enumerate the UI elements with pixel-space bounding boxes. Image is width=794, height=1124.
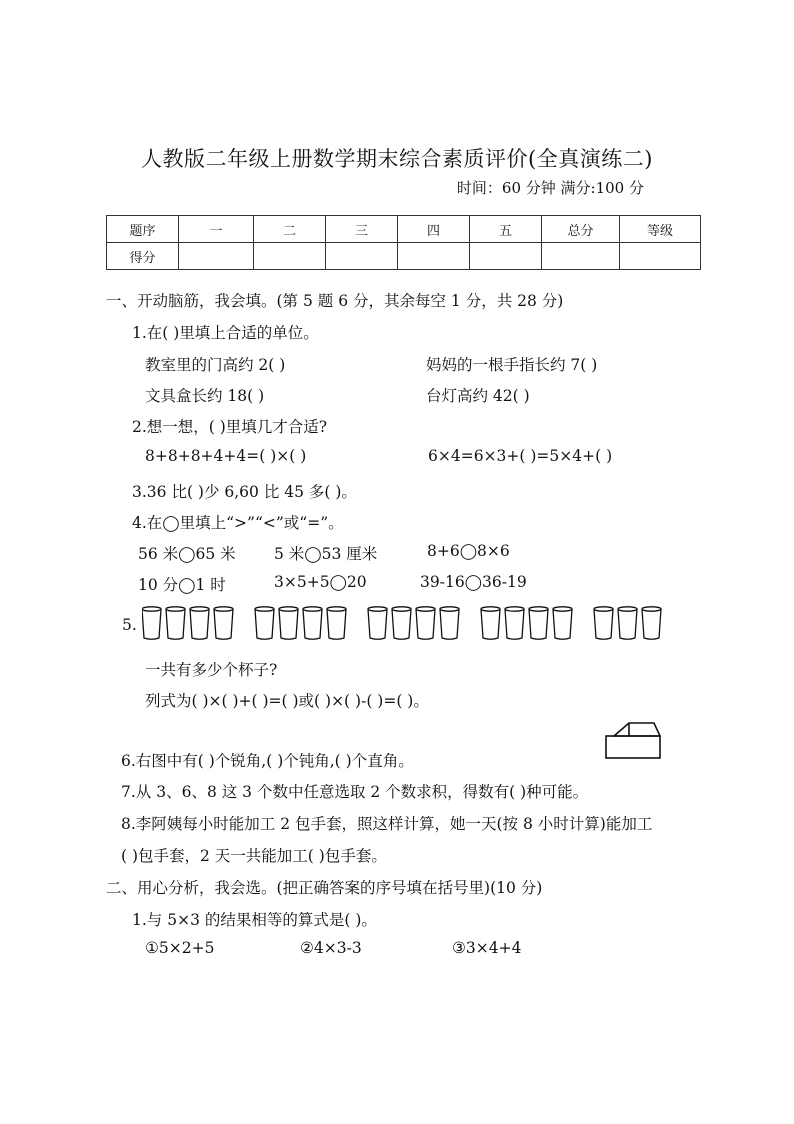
cup-icon-body bbox=[255, 609, 274, 639]
cup-icon-body bbox=[440, 609, 459, 639]
cup-icon-body bbox=[594, 609, 613, 639]
cup-icon bbox=[440, 607, 459, 611]
q8-line2: ( )包手套，2 天一共能加工( )包手套。 bbox=[121, 847, 387, 865]
cup-icon-body bbox=[553, 609, 572, 639]
q1-stem: 1.在( )里填上合适的单位。 bbox=[132, 324, 319, 342]
section2-heading: 二、用心分析，我会选。(把正确答案的序号填在括号里)(10 分) bbox=[106, 879, 543, 897]
cup-icon bbox=[142, 607, 161, 611]
s2-q1-option-c: ③3×4+4 bbox=[452, 939, 522, 957]
cup-icon bbox=[368, 607, 387, 611]
score-cell[interactable] bbox=[542, 243, 620, 270]
cup-icon-body bbox=[279, 609, 298, 639]
s2-q1-stem: 1.与 5×3 的结果相等的算式是( )。 bbox=[132, 911, 377, 929]
q4-item-d: 10 分◯1 时 bbox=[138, 576, 226, 594]
q2-item-b: 6×4=6×3+( )=5×4+( ) bbox=[428, 447, 613, 465]
q5-formula: 列式为( )×( )+( )=( )或( )×( )-( )=( )。 bbox=[145, 692, 429, 710]
cup-icon bbox=[553, 607, 572, 611]
house-shape-figure bbox=[604, 722, 664, 762]
cup-icon-body bbox=[618, 609, 637, 639]
cup-icon-body bbox=[529, 609, 548, 639]
q3: 3.36 比( )少 6,60 比 45 多( )。 bbox=[132, 483, 357, 501]
score-header-cell: 三 bbox=[326, 216, 398, 243]
q4-item-b: 5 米◯53 厘米 bbox=[274, 545, 378, 563]
house-body bbox=[606, 736, 660, 758]
s2-q1-option-a: ①5×2+5 bbox=[145, 939, 215, 957]
cup-icon-body bbox=[303, 609, 322, 639]
cup-icon bbox=[255, 607, 274, 611]
q2-stem: 2.想一想，( )里填几才合适? bbox=[132, 418, 328, 436]
cup-icon-body bbox=[416, 609, 435, 639]
score-header-cell: 二 bbox=[254, 216, 326, 243]
cup-icon bbox=[279, 607, 298, 611]
cup-icon bbox=[166, 607, 185, 611]
cup-icon bbox=[505, 607, 524, 611]
q1-item-a: 教室里的门高约 2( ) bbox=[145, 356, 286, 374]
q1-item-c: 文具盒长约 18( ) bbox=[145, 387, 265, 405]
q2-item-a: 8+8+8+4+4=( )×( ) bbox=[145, 447, 307, 465]
cup-icon-body bbox=[392, 609, 411, 639]
cup-group bbox=[481, 607, 572, 639]
q4-item-c: 8+6◯8×6 bbox=[427, 542, 510, 560]
cup-icon bbox=[416, 607, 435, 611]
cup-icon bbox=[214, 607, 233, 611]
cup-group bbox=[255, 607, 346, 639]
score-header-cell: 题序 bbox=[107, 216, 179, 243]
q4-stem: 4.在◯里填上“>”“<”或“=”。 bbox=[132, 514, 344, 532]
q4-item-f: 39-16◯36-19 bbox=[420, 573, 527, 591]
score-table bbox=[106, 215, 701, 270]
cup-icon bbox=[327, 607, 346, 611]
score-cell[interactable] bbox=[470, 243, 542, 270]
cup-icon-body bbox=[142, 609, 161, 639]
cup-icon-body bbox=[166, 609, 185, 639]
cup-icon-body bbox=[327, 609, 346, 639]
score-table-score-row bbox=[107, 243, 701, 270]
score-cell[interactable] bbox=[620, 243, 701, 270]
cup-icon-body bbox=[505, 609, 524, 639]
s2-q1-option-b: ②4×3-3 bbox=[300, 939, 362, 957]
cups-illustration bbox=[142, 606, 672, 642]
score-header-cell: 五 bbox=[470, 216, 542, 243]
score-cell[interactable] bbox=[326, 243, 398, 270]
score-header-cell: 一 bbox=[179, 216, 254, 243]
section1-heading: 一、开动脑筋，我会填。(第 5 题 6 分，其余每空 1 分，共 28 分) bbox=[106, 292, 564, 310]
score-header-cell: 四 bbox=[398, 216, 470, 243]
score-table-header-row bbox=[107, 216, 701, 243]
cup-icon bbox=[303, 607, 322, 611]
cup-icon-body bbox=[214, 609, 233, 639]
q1-item-d: 台灯高约 42( ) bbox=[426, 387, 530, 405]
score-header-cell: 等级 bbox=[620, 216, 701, 243]
house-roof bbox=[614, 723, 660, 736]
cup-icon bbox=[529, 607, 548, 611]
q7: 7.从 3、6、8 这 3 个数中任意选取 2 个数求积，得数有( )种可能。 bbox=[121, 783, 589, 801]
cup-group bbox=[368, 607, 459, 639]
score-cell[interactable] bbox=[254, 243, 326, 270]
cup-icon-body bbox=[642, 609, 661, 639]
cup-group bbox=[594, 607, 661, 639]
exam-info: 时间：60 分钟 满分:100 分 bbox=[456, 179, 644, 197]
page-title: 人教版二年级上册数学期末综合素质评价(全真演练二) bbox=[141, 147, 653, 171]
cup-icon bbox=[392, 607, 411, 611]
cup-icon bbox=[481, 607, 500, 611]
score-cell[interactable] bbox=[179, 243, 254, 270]
q4-item-e: 3×5+5◯20 bbox=[274, 573, 367, 591]
cup-group bbox=[142, 607, 233, 639]
score-row-label: 得分 bbox=[107, 243, 179, 270]
cup-icon bbox=[190, 607, 209, 611]
cup-icon-body bbox=[368, 609, 387, 639]
q1-item-b: 妈妈的一根手指长约 7( ) bbox=[426, 356, 598, 374]
cup-icon bbox=[618, 607, 637, 611]
q6: 6.右图中有( )个锐角,( )个钝角,( )个直角。 bbox=[121, 752, 414, 770]
score-header-cell: 总分 bbox=[542, 216, 620, 243]
q5-number: 5. bbox=[122, 616, 137, 634]
cup-icon bbox=[594, 607, 613, 611]
score-cell[interactable] bbox=[398, 243, 470, 270]
cup-icon bbox=[642, 607, 661, 611]
cup-icon-body bbox=[190, 609, 209, 639]
q5-question: 一共有多少个杯子? bbox=[145, 661, 278, 679]
cup-icon-body bbox=[481, 609, 500, 639]
q4-item-a: 56 米◯65 米 bbox=[138, 545, 236, 563]
q8-line1: 8.李阿姨每小时能加工 2 包手套，照这样计算，她一天(按 8 小时计算)能加工 bbox=[121, 815, 653, 833]
